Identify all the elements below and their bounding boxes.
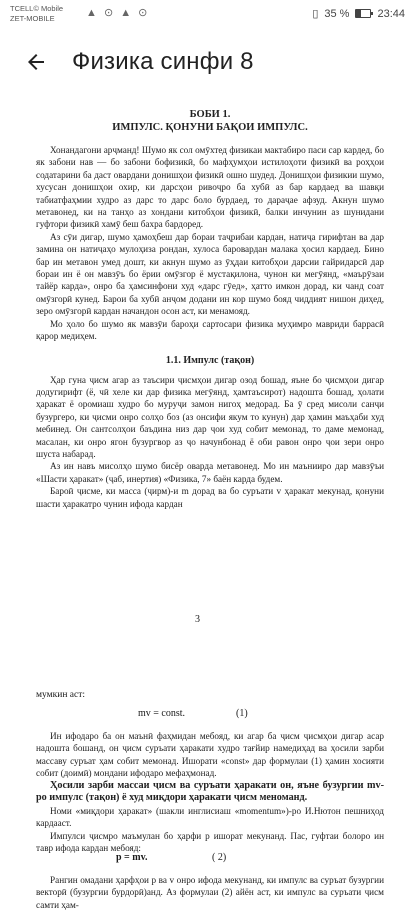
document-body-lower — [36, 730, 384, 854]
chapter-subtitle: ИМПУЛС. ҚОНУНИ БАҚОИ ИМПУЛС. — [112, 122, 308, 133]
chapter-title: БОБИ 1. — [189, 109, 231, 120]
section-title: 1.1. Импулс (тақон) — [165, 354, 255, 366]
battery-icon — [355, 9, 371, 18]
document-body — [36, 108, 384, 510]
intro-paragraph-3: Мо ҳоло бо шумо як мавзӯи бароҳи сартосари физика муҳимро мавриди баррасӣ қарор медиҳем. — [36, 318, 384, 342]
vibrate-icon: ▯ — [312, 8, 319, 20]
status-right — [312, 7, 405, 20]
carrier-1: TCELL© Mobile — [10, 4, 64, 13]
app-bar — [0, 30, 415, 94]
document-page[interactable] — [0, 94, 415, 910]
intro-paragraph-2: Аз сӯи дигар, шумо ҳамоҳбеш дар бораи таҷрибаи кардан, натиҷа гирифтан ва дар замина он натиҷаҳо мулоҳиза рондан, хулоса баровардан малака ҳосил кардаед. Бино бар ин метавон умед дошт, ки акнун шумо аз ӯҳдаи китобҳои дарсии гайридарсӣ дар бораи ин ё он мавзӯъ бо ёрии омӯзгор ё мустақилона, чунон ки мегӯянд, «маърӯзаи тайёр карда», онро ба ҳамсинфони худ «дарс гӯед», ҳатто имкон дорад, ки чанд соат омӯзгорӣ кунед. Барои ба хубӣ анҷом додани ин кор шумо бояд чиддият нишон диҳед, зеро омӯзгорӣ кардан начандон осон аст, ки менамояд. — [36, 231, 384, 317]
after-paragraph-1: Номи «миқдори ҳаракат» (шакли инглисиаш «momentum»)-ро И.Нютон пешниҳод кардааст. — [36, 805, 384, 829]
clock: 23:44 — [377, 7, 405, 20]
page-number: 3 — [195, 614, 200, 625]
continuation-text: мумкин аст: — [36, 690, 86, 700]
formula-2-number: ( 2) — [212, 852, 227, 863]
intro-paragraph-1: Хонандагони арҷманд! Шумо як сол омӯхтед физикаи мактабиро паси сар кардед, бо як забони нав — бо забони бофизикӣ, бо мафҳумҳои истилоҳоти физикӣ ва роҳҳои содатарини ба даст овардани донишҳои физикӣ ошно шудед. Донишҳои физикии шумо, хусусан донишҳои охир, ки дарсҳои ривоҷро ба хубӣ аз бар кардаед ва шавқи табиатфаҳмии худро аз дарс то дарс боло бурдаед, то дараҷае афзуд. Акнун шумо метавонед, ки на танҳо аз хондани китобҳои физикӣ, балки инчунин аз шунидани гуфтори физикӣ хамӯ беш бахра бардоред. — [36, 145, 384, 230]
lower-paragraph-1: Ин ифодаро ба он маънӣ фаҳмидан мебояд, ки агар ба ҷисм ҷисмҳои дигар асар надошта бошанд, он ҷисм суръати ҳаракати худро тағйир намедиҳад ва ҳосили зарби массаву суръат ҳам собит мемонад. Ишорати «const» дар формулаи (1) ҳамин хосияти собит (доимӣ) мондани ифодаро мефаҳмонад. — [36, 731, 384, 779]
formula-1: mv = const. — [138, 708, 186, 719]
status-bar — [0, 0, 415, 30]
arrow-back-icon — [24, 50, 48, 74]
carrier-info — [10, 4, 63, 24]
section-paragraph-1: Ҳар гуна ҷисм агар аз таъсири ҷисмҳои дигар озод бошад, яъне бо ҷисмҳои дигар додугирифт (ё, чӣ хеле ки дар физика мегӯянд, ҳамтаъсирот) надошта бошад, ҳолати ҳаракат ё оромиаш худро бо муруҷи замон нигоҳ медорад. Ба ӯ сред мисоли санҷи бузургеро, ки ҷисми онро солҳо боз (аз онсифи якум то кунун) дар ҳамин маъҳаби худ мебинед. Он сантсолҳои баъдина низ дар ҷои худ собит мемонад, то даме мемонад, масалан, ки онро ягон бузургвор аз ҷо начунбонад ё оби равон онро ҷои зери онро шуста набарад. — [36, 374, 384, 459]
battery-percent: 35 % — [324, 7, 350, 20]
formula-2: p = mv. — [116, 852, 148, 863]
definition-paragraph: Ҳосили зарби массаи ҷисм ва суръати ҳаракати он, яъне бузургии mv-ро импулс (тақон) ё худ миқдори ҳаракати ҷисм меноманд. — [36, 779, 384, 804]
battery-fill — [356, 10, 361, 17]
section-paragraph-2: Аз ин навъ мисолҳо шумо бисёр оварда метавонед. Мо ин маънииро дар мавзӯъи «Шасти ҳаракат» (ҷаб, инертия) «Физика, 7» баён карда будем. — [36, 461, 384, 484]
document-body-final — [36, 874, 384, 911]
after-paragraph-2: Импулси ҷисмро маъмулан бо ҳарфи р ишорат мекунанд. Пас, гуфтаи болоро ин тавр ифода кардан мебояд: — [36, 830, 384, 854]
formula-1-number: (1) — [236, 708, 248, 719]
section-paragraph-3: Бароӣ ҷисме, ки масса (ҷирм)-и m дорад ва бо суръати v ҳаракат мекунад, қонуни шасти ҳаракатро чунин ифода кардан — [36, 486, 384, 509]
signal-icons: ▲ ⊙ ▲ ⊙ — [86, 7, 150, 19]
page-title: Физика синфи 8 — [72, 48, 254, 75]
final-paragraph: Рангин омадани ҳарфҳои р ва v онро ифода мекунанд, ки импулс ва суръат бузургии векторӣ (бузургии бурдорӣ)анд. Аз формулаи (2) айён аст, ки импулс ва суръати ҷисм самти ҳам- — [36, 875, 384, 910]
back-button[interactable] — [8, 34, 64, 90]
carrier-2: ZET-MOBILE — [10, 14, 55, 23]
